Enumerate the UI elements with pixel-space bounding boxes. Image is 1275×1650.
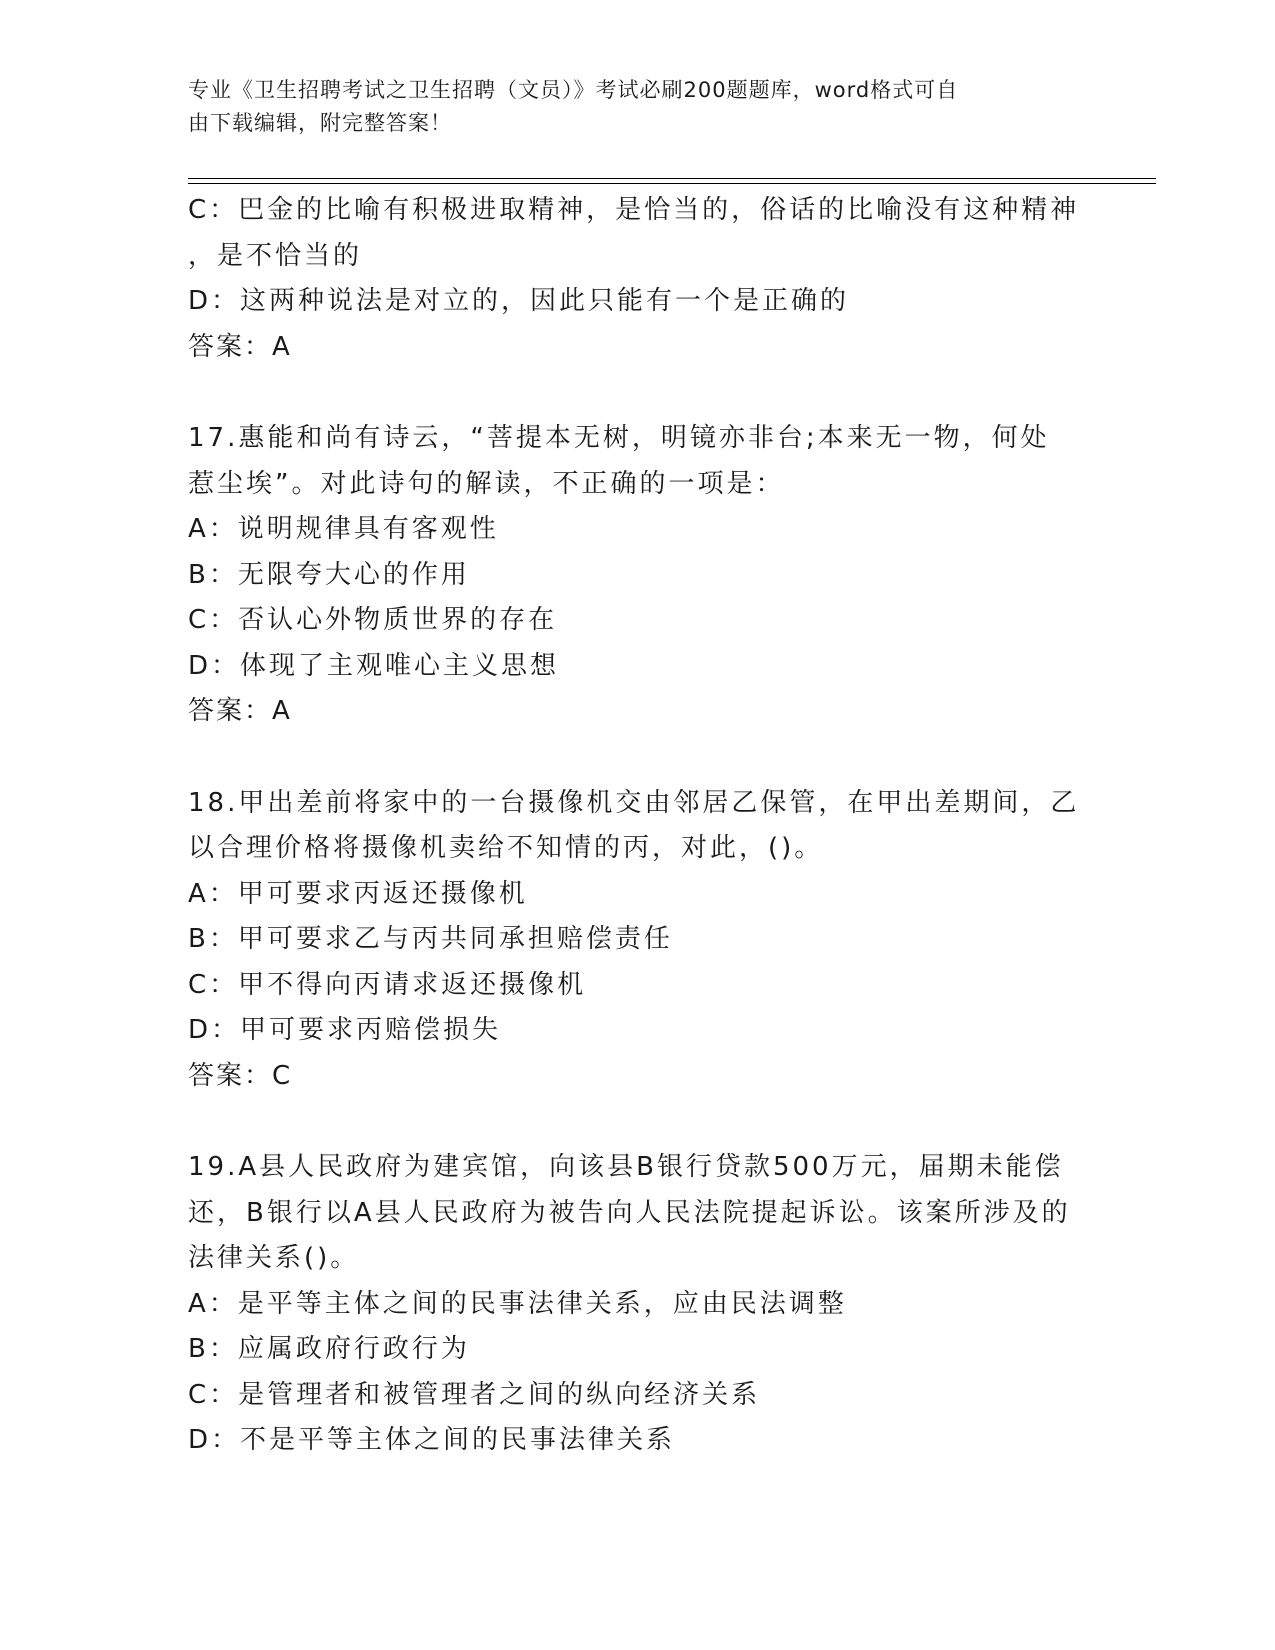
option-a: A：是平等主体之间的民事法律关系，应由民法调整 xyxy=(188,1288,847,1319)
option-a: A：甲可要求丙返还摄像机 xyxy=(188,878,528,909)
answer: 答案：A xyxy=(188,696,292,726)
header-line-2: 由下载编辑，附完整答案！ xyxy=(188,111,452,135)
question-17 xyxy=(188,416,1088,735)
option-a: A：说明规律具有客观性 xyxy=(188,514,499,544)
option-b: B：无限夸大心的作用 xyxy=(188,559,470,590)
question-stem-continued: 以合理价格将摄像机卖给不知情的丙，对此，()。 xyxy=(188,833,824,863)
option-c: C：甲不得向丙请求返还摄像机 xyxy=(188,969,587,1000)
option-d: D：体现了主观唯心主义思想 xyxy=(188,650,560,681)
option-c-continued: ，是不恰当的 xyxy=(188,240,363,271)
option-b: B：应属政府行政行为 xyxy=(188,1334,470,1364)
spacer xyxy=(188,1099,1088,1145)
answer: 答案：C xyxy=(188,1060,293,1091)
header-divider-top xyxy=(188,178,1156,179)
question-stem-continued: 还，B银行以A县人民政府为被告向人民法院提起诉讼。该案所涉及的 xyxy=(188,1197,1071,1228)
question-18 xyxy=(188,781,1088,1100)
option-c: C：否认心外物质世界的存在 xyxy=(188,605,558,635)
page-header xyxy=(188,74,1088,140)
option-c: C：是管理者和被管理者之间的纵向经济关系 xyxy=(188,1379,761,1410)
question-content xyxy=(188,188,1088,1464)
option-d: D：不是平等主体之间的民事法律关系 xyxy=(188,1425,676,1455)
question-stem-continued: 法律关系()。 xyxy=(188,1243,360,1273)
question-19 xyxy=(188,1145,1088,1464)
question-stem-continued: 惹尘埃”。对此诗句的解读，不正确的一项是： xyxy=(188,468,785,499)
spacer xyxy=(188,370,1088,416)
question-stem: 18.甲出差前将家中的一台摄像机交由邻居乙保管，在甲出差期间，乙 xyxy=(188,787,1080,818)
option-b: B：甲可要求乙与丙共同承担赔偿责任 xyxy=(188,924,673,954)
option-d: D：这两种说法是对立的，因此只能有一个是正确的 xyxy=(188,286,850,316)
option-c: C：巴金的比喻有积极进取精神，是恰当的，俗话的比喻没有这种精神 xyxy=(188,195,1080,225)
header-divider-bottom xyxy=(188,183,1156,184)
question-stem: 17.惠能和尚有诗云，“菩提本无树，明镜亦非台;本来无一物，何处 xyxy=(188,423,1050,453)
header-line-1: 专业《卫生招聘考试之卫生招聘（文员）》考试必刷200题题库，word格式可自 xyxy=(188,78,959,102)
spacer xyxy=(188,735,1088,781)
question-stem: 19.A县人民政府为建宾馆，向该县B银行贷款500万元，届期未能偿 xyxy=(188,1152,1064,1182)
answer: 答案：A xyxy=(188,331,292,362)
option-d: D：甲可要求丙赔偿损失 xyxy=(188,1015,502,1045)
question-16-tail xyxy=(188,188,1088,370)
